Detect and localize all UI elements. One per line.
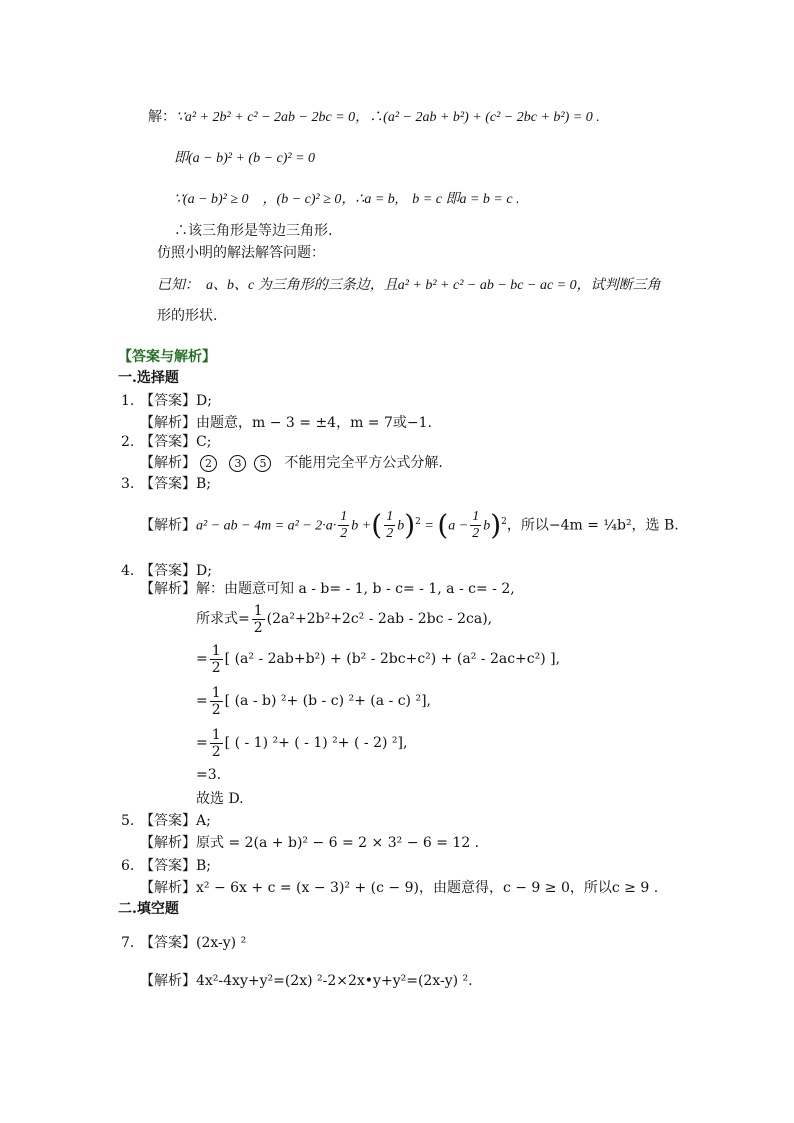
q1-answer: 【答案】D; [140,393,212,409]
q4-explanation-line-6: =3. [196,767,222,783]
solution-line-3: ∵(a − b)² ≥ 0 ，(b − c)² ≥ 0，∴a = b, b = c 即a = b = c . [174,192,520,207]
fraction-half: $\frac{1}{2}$ [386,509,394,542]
q4-explanation-line-7: 故选 D. [196,791,244,807]
q4-explanation-line-5: = $\frac{1}{2}$ [ ( - 1) ²+ ( - 1) ²+ ( - 2) ²], [196,726,408,760]
q6-number: 6. [121,858,135,874]
q4-answer: 【答案】D; [140,563,212,579]
q4-explanation-line-1: 【解析】解：由题意可知 a - b= - 1, b - c= - 1, a - c= - 2, [140,581,515,597]
q3-answer: 【答案】B; [140,476,212,492]
q1-explanation: 【解析】由题意，m − 3 = ±4，m = 7或−1. [140,415,432,431]
q2-explanation [140,454,443,472]
circled-3: 3 [229,455,246,472]
q4-number: 4. [121,563,135,579]
answers-title: 【答案与解析】 [118,349,216,365]
solution-line-1 [148,108,600,127]
fraction-half: $\frac{1}{2}$ [472,509,480,542]
q7-answer: 【答案】(2x-y) ² [140,935,247,951]
imitate-prompt: 仿照小明的解法解答问题： [157,245,325,261]
fraction-half: $\frac{1}{2}$ [211,684,221,718]
q2-explanation-label: 【解析】 [140,455,196,471]
q4-explanation-line-4: = $\frac{1}{2}$ [ (a - b) ²+ (b - c) ²+ (a - c) ²], [196,684,431,718]
q3-explanation-label: 【解析】 [140,517,196,534]
solution-conclusion: ∴该三角形是等边三角形. [174,223,333,239]
solution-label: 解： [148,109,176,125]
fraction-half: $\frac{1}{2}$ [340,509,348,542]
circled-2: 2 [200,455,217,472]
q2-explanation-tail: 不能用完全平方公式分解. [284,455,443,471]
q4-explanation-line-2: 所求式= $\frac{1}{2}$ (2a²+2b²+2c² - 2ab - 2bc - 2ca), [196,602,493,636]
q1-number: 1. [121,393,135,409]
fraction-half: $\frac{1}{2}$ [211,642,221,676]
solution-equation-1: ∵a² + 2b² + c² − 2ab − 2bc = 0，∴(a² − 2ab + b²) + (c² − 2bc + b²) = 0 . [176,110,600,125]
q7-number: 7. [121,935,135,951]
known-line-1: 已知： a、b、c 为三角形的三条边，且a² + b² + c² − ab − bc − ac = 0，试判断三角 [157,278,661,293]
q2-answer: 【答案】C; [140,434,212,450]
q5-number: 5. [121,813,135,829]
solution-line-2: 即(a − b)² + (b − c)² = 0 [174,151,316,166]
known-line-2: 形的形状. [157,308,218,324]
q6-answer: 【答案】B; [140,858,212,874]
q3-number: 3. [121,476,135,492]
q3-explanation: 【解析】a² − ab − 4m = a² − 2·a· $\frac{1}{2}$ b +( $\frac{1}{2}$ b)$^2$ = (a − $\frac{1}{2}$ b)$^2$，所以−4m = ¼b²，选 B. [140,508,679,542]
circled-5: 5 [254,455,271,472]
q5-explanation: 【解析】原式 = 2(a + b)² − 6 = 2 × 3² − 6 = 12 . [140,835,480,851]
q3-explanation-tail: ，所以−4m = ¼b²，选 B. [506,517,679,534]
q7-explanation: 【解析】4x²-4xy+y²=(2x) ²-2×2x•y+y²=(2x-y) ². [140,973,473,989]
section-choice: 一.选择题 [118,370,179,386]
fraction-half: $\frac{1}{2}$ [253,602,263,636]
q5-answer: 【答案】A; [140,813,211,829]
fraction-half: $\frac{1}{2}$ [211,726,221,760]
q6-explanation: 【解析】x² − 6x + c = (x − 3)² + (c − 9)，由题意得，c − 9 ≥ 0，所以c ≥ 9 . [140,880,659,896]
q2-number: 2. [121,434,135,450]
section-fill: 二.填空题 [118,901,179,917]
q4-explanation-line-3: = $\frac{1}{2}$ [ (a² - 2ab+b²) + (b² - 2bc+c²) + (a² - 2ac+c²) ], [196,642,561,676]
